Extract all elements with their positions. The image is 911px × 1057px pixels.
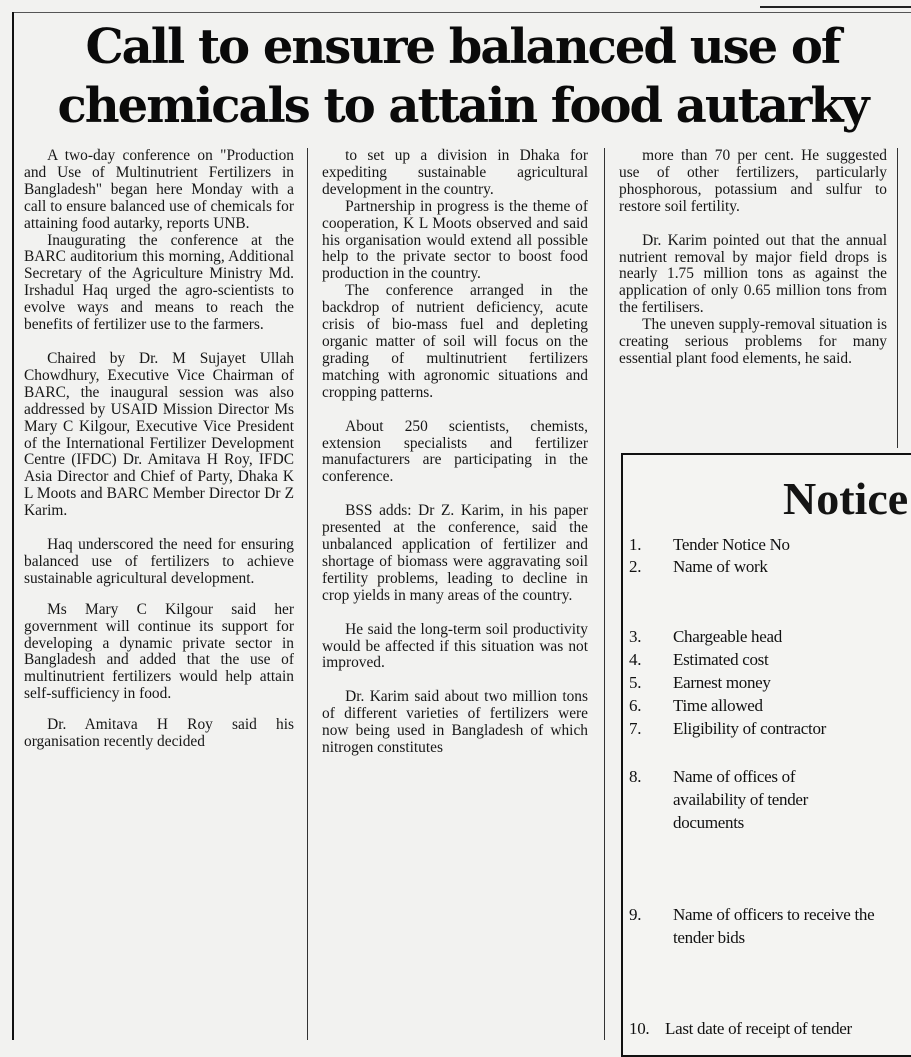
top-border-fragment [760,0,911,8]
notice-item [629,765,869,834]
paragraph: Dr. Amitava H Roy said his organisation recently decided [24,716,294,751]
notice-item-number: 4. [629,650,642,669]
notice-item-number: 6. [629,696,642,715]
notice-item-number: 9. [629,905,642,924]
notice-item [629,555,909,578]
paragraph: Ms Mary C Kilgour said her government will continue its support for developing a dynamic private sector in Bangladesh and added that the use of multinutrient fertilizers would help attain self-sufficiency in food. [24,600,294,703]
notice-item [629,1017,909,1040]
paragraph: Inaugurating the conference at the BARC auditorium this morning, Additional Secretary of the Agriculture Ministry Md. Irshadul Haq urged the agro-scientists to evolve ways and means to reach the benefits of fertilizer use to the farmers. [24,231,294,334]
paragraph: Chaired by Dr. M Sujayet Ullah Chowdhury, Executive Vice Chairman of BARC, the inaugural session was also addressed by USAID Mission Director Ms Mary C Kilgour, Executive Vice President of the International Fertilizer Development Centre (IFDC) Dr. Amitava H Roy, IFDC Asia Director and Chief of Party, Dhaka K L Moots and BARC Member Director Dr Z Karim. [24,349,294,520]
notice-item-label: Tender Notice No [673,535,790,554]
notice-title: Notice [783,473,909,524]
notice-item-label: Name of offices of availability of tender documents [673,767,809,832]
notice-item [629,717,909,740]
notice-item-number: 7. [629,719,642,738]
notice-item-label: Estimated cost [673,650,769,669]
column-rule [307,148,308,1040]
notice-item [629,533,909,556]
headline-line-2: chemicals to attain food autarky [57,78,868,134]
notice-item [629,648,909,671]
paragraph: more than 70 per cent. He suggested use of other fertilizers, particularly phosphorous, potassium and sulfur to restore soil fertility. [619,148,887,215]
column-rule [897,148,898,448]
notice-item-number: 8. [629,767,642,786]
left-border [12,12,14,1040]
notice-item-label: Earnest money [673,673,771,692]
headline-line-1: Call to ensure balanced use of [85,19,840,75]
headline [16,18,909,136]
paragraph: to set up a division in Dhaka for expediting sustainable agricultural development in the country. [322,148,588,198]
notice-item-label: Name of work [673,557,768,576]
notice-item [629,625,909,648]
notice-item-label: Eligibility of contractor [673,719,827,738]
paragraph: Dr. Karim said about two million tons of different varieties of fertilizers were now being used in Bangladesh of which nitrogen constitutes [322,688,588,757]
notice-item-label: Time allowed [673,696,763,715]
notice-item-label: Name of officers to receive the tender bids [673,905,875,947]
column-rule [604,148,605,1040]
paragraph: Dr. Karim pointed out that the annual nutrient removal by major field drops is nearly 1.75 million tons as against the application of only 0.65 million tons from the fertilisers. [619,231,887,317]
article-column-2 [322,148,588,1040]
paragraph: The conference arranged in the backdrop of nutrient deficiency, acute crisis of bio-mass fuel and depleting organic matter of soil will focus on the grading of multinutrient fertilizers matching with agronomic situations and cropping patterns. [322,282,588,401]
notice-item [629,694,909,717]
paragraph: Partnership in progress is the theme of cooperation, K L Moots observed and said his organisation would extend all possible help to the private sector to boost food production in the country. [322,197,588,283]
notice-item-label: Chargeable head [673,627,782,646]
notice-item-number: 2. [629,557,642,576]
paragraph: BSS adds: Dr Z. Karim, in his paper presented at the conference, said the unbalanced application of fertilizer and shortage of biomass were aggravating soil fertility problems, leading to decline in crop yields in many areas of the country. [322,502,588,604]
paragraph: Haq underscored the need for ensuring balanced use of fertilizers to achieve sustainable agricultural development. [24,536,294,587]
top-rule [12,12,911,13]
paragraph: About 250 scientists, chemists, extension specialists and fertilizer manufacturers are participating in the conference. [322,417,588,486]
article-column-3 [619,148,887,448]
notice-item-label: Last date of receipt of tender [665,1019,852,1038]
tender-notice-box [621,453,911,1057]
article-column-1 [24,148,294,1040]
paragraph: A two-day conference on "Production and Use of Multinutrient Fertilizers in Bangladesh" began here Monday with a call to ensure balanced use of chemicals for attaining food autarky, reports UNB. [24,148,294,232]
notice-item-number: 5. [629,673,642,692]
notice-item-number: 1. [629,535,642,554]
paragraph: He said the long-term soil productivity would be affected if this situation was not improved. [322,620,588,672]
notice-item-number: 10. [629,1019,650,1038]
paragraph: The uneven supply-removal situation is creating serious problems for many essential plant food elements, he said. [619,316,887,367]
notice-item [629,903,879,949]
notice-item [629,671,909,694]
notice-item-number: 3. [629,627,642,646]
